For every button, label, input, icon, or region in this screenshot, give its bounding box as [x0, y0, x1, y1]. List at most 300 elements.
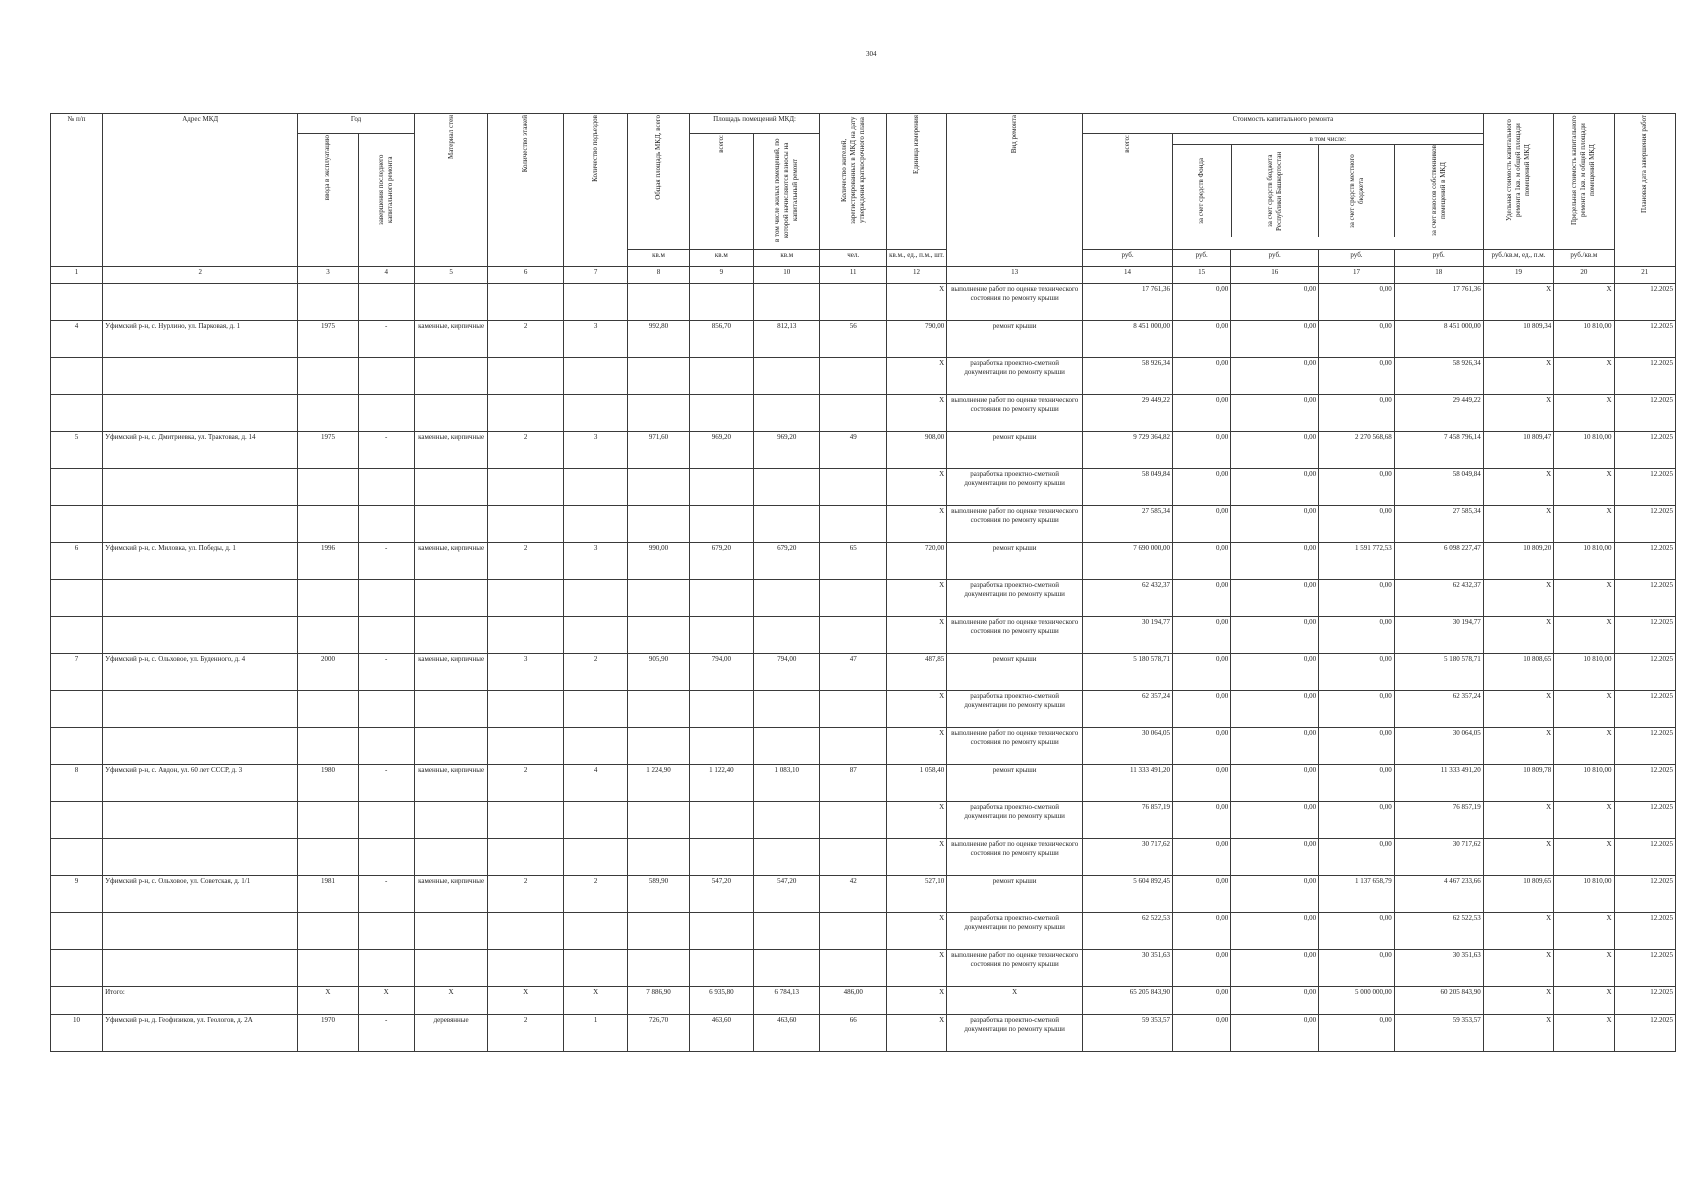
- entrances-cell: 3: [563, 321, 627, 358]
- cost-fund-cell: 0,00: [1173, 358, 1231, 395]
- empty-cell: [358, 395, 414, 432]
- column-number: 4: [358, 267, 414, 284]
- empty-cell: [689, 913, 753, 950]
- empty-cell: [689, 617, 753, 654]
- unit-cell: руб./кв.м, ед., п.м.: [1483, 250, 1554, 267]
- cost-owners-cell: 60 205 843,90: [1394, 987, 1483, 1015]
- empty-cell: [820, 691, 886, 728]
- unit-cell: кв.м: [754, 250, 820, 267]
- unit-cost-cell: 10 809,78: [1483, 765, 1554, 802]
- work-type-cell: разработка проектно-сметной документации по ремонту крыши: [947, 580, 1083, 617]
- empty-cell: [689, 358, 753, 395]
- header-work-type: Вид ремонта: [947, 114, 1083, 267]
- unit-quantity-cell: 908,00: [886, 432, 946, 469]
- empty-cell: [754, 469, 820, 506]
- cost-fund-cell: 0,00: [1173, 950, 1231, 987]
- area-fee-cell: 679,20: [754, 543, 820, 580]
- empty-cell: [51, 580, 103, 617]
- header-cost-total: всего:: [1083, 134, 1173, 250]
- unit-cost-cell: X: [1483, 469, 1554, 506]
- cost-total-cell: 62 357,24: [1083, 691, 1173, 728]
- unit-cost-cell: X: [1483, 802, 1554, 839]
- table-row: [51, 284, 1676, 321]
- max-cost-cell: X: [1554, 728, 1614, 765]
- address-cell: Уфимский р-н, с. Ольховое, ул. Советская, д. 1/1: [103, 876, 298, 913]
- cost-fund-cell: 0,00: [1173, 506, 1231, 543]
- empty-cell: [358, 617, 414, 654]
- work-type-cell: ремонт крыши: [947, 321, 1083, 358]
- wall-material-cell: каменные, кирпичные: [414, 765, 488, 802]
- max-cost-cell: 10 810,00: [1554, 543, 1614, 580]
- max-cost-cell: X: [1554, 987, 1614, 1015]
- unit-cell: кв.м., ед., п.м., шт.: [886, 250, 946, 267]
- empty-cell: [628, 691, 689, 728]
- total-area-cell: 990,00: [628, 543, 689, 580]
- empty-cell: [51, 802, 103, 839]
- empty-cell: [563, 395, 627, 432]
- empty-cell: [628, 469, 689, 506]
- cost-local-cell: 0,00: [1319, 321, 1395, 358]
- empty-cell: [754, 358, 820, 395]
- empty-cell: [488, 691, 564, 728]
- unit-cell: руб./кв.м: [1554, 250, 1614, 267]
- empty-cell: [414, 284, 488, 321]
- residents-cell: 87: [820, 765, 886, 802]
- cost-local-cell: 0,00: [1319, 580, 1395, 617]
- cost-owners-cell: 59 353,57: [1394, 1015, 1483, 1052]
- max-cost-cell: X: [1554, 358, 1614, 395]
- work-type-cell: выполнение работ по оценке технического состояния по ремонту крыши: [947, 950, 1083, 987]
- planned-date-cell: 12.2025: [1614, 358, 1676, 395]
- cost-republic-cell: 0,00: [1231, 876, 1319, 913]
- empty-cell: [689, 469, 753, 506]
- year-last-repair-cell: -: [358, 765, 414, 802]
- work-type-cell: разработка проектно-сметной документации по ремонту крыши: [947, 802, 1083, 839]
- area-total-cell: 463,60: [689, 1015, 753, 1052]
- table-row: [51, 691, 1676, 728]
- empty-cell: [754, 839, 820, 876]
- planned-date-cell: 12.2025: [1614, 284, 1676, 321]
- cost-local-cell: 1 591 772,53: [1319, 543, 1395, 580]
- total-area-cell: 971,60: [628, 432, 689, 469]
- cost-fund-cell: 0,00: [1173, 913, 1231, 950]
- header-cost-local: за счет средств местного бюджета: [1347, 154, 1365, 228]
- empty-cell: [628, 728, 689, 765]
- cost-local-cell: 0,00: [1319, 284, 1395, 321]
- total-area-cell: 726,70: [628, 1015, 689, 1052]
- unit-quantity-cell: X: [886, 691, 946, 728]
- column-number: 17: [1319, 267, 1395, 284]
- cost-total-cell: 65 205 843,90: [1083, 987, 1173, 1015]
- planned-date-cell: 12.2025: [1614, 506, 1676, 543]
- empty-cell: [414, 728, 488, 765]
- empty-cell: [414, 506, 488, 543]
- max-cost-cell: 10 810,00: [1554, 765, 1614, 802]
- max-cost-cell: 10 810,00: [1554, 876, 1614, 913]
- empty-cell: [103, 913, 298, 950]
- unit-cost-cell: X: [1483, 395, 1554, 432]
- planned-date-cell: 12.2025: [1614, 395, 1676, 432]
- cost-fund-cell: 0,00: [1173, 987, 1231, 1015]
- empty-cell: [414, 950, 488, 987]
- unit-cell: чел.: [820, 250, 886, 267]
- empty-cell: [414, 691, 488, 728]
- max-cost-cell: X: [1554, 691, 1614, 728]
- cost-owners-cell: 58 926,34: [1394, 358, 1483, 395]
- empty-cell: [103, 580, 298, 617]
- empty-cell: [689, 691, 753, 728]
- cost-local-cell: 0,00: [1319, 654, 1395, 691]
- work-type-cell: ремонт крыши: [947, 765, 1083, 802]
- work-type-cell: разработка проектно-сметной документации по ремонту крыши: [947, 358, 1083, 395]
- year-last-repair-cell: -: [358, 321, 414, 358]
- unit-cost-cell: X: [1483, 358, 1554, 395]
- header-area-total: всего:: [689, 134, 753, 250]
- cost-republic-cell: 0,00: [1231, 321, 1319, 358]
- column-number: 6: [488, 267, 564, 284]
- empty-cell: [298, 950, 358, 987]
- area-total-cell: 969,20: [689, 432, 753, 469]
- cost-fund-cell: 0,00: [1173, 580, 1231, 617]
- cost-total-cell: 5 180 578,71: [1083, 654, 1173, 691]
- empty-cell: [628, 839, 689, 876]
- area-total-cell: 679,20: [689, 543, 753, 580]
- year-commission-cell: 1996: [298, 543, 358, 580]
- empty-cell: [358, 839, 414, 876]
- year-last-repair-cell: -: [358, 654, 414, 691]
- empty-cell: [488, 358, 564, 395]
- empty-cell: [628, 395, 689, 432]
- cost-fund-cell: 0,00: [1173, 765, 1231, 802]
- cost-republic-cell: 0,00: [1231, 395, 1319, 432]
- unit-quantity-cell: X: [886, 987, 946, 1015]
- unit-cell: кв.м: [689, 250, 753, 267]
- table-header: [51, 114, 1676, 284]
- empty-cell: [754, 950, 820, 987]
- unit-quantity-cell: X: [886, 1015, 946, 1052]
- cost-owners-cell: 11 333 491,20: [1394, 765, 1483, 802]
- empty-cell: [103, 395, 298, 432]
- cost-fund-cell: 0,00: [1173, 691, 1231, 728]
- cost-owners-cell: 17 761,36: [1394, 284, 1483, 321]
- empty-cell: [563, 358, 627, 395]
- empty-cell: [414, 358, 488, 395]
- empty-cell: [414, 913, 488, 950]
- unit-quantity-cell: X: [886, 839, 946, 876]
- empty-cell: [298, 728, 358, 765]
- max-cost-cell: X: [1554, 506, 1614, 543]
- year-commission-cell: 1975: [298, 432, 358, 469]
- entrances-cell: 4: [563, 765, 627, 802]
- header-address: Адрес МКД: [103, 114, 298, 267]
- header-cost-owners: за счет взносов собственников помещений в МКД: [1429, 145, 1447, 237]
- cost-local-cell: 0,00: [1319, 469, 1395, 506]
- empty-cell: [488, 506, 564, 543]
- area-fee-cell: 1 083,10: [754, 765, 820, 802]
- empty-cell: [563, 728, 627, 765]
- empty-cell: [298, 802, 358, 839]
- wall-material-cell: деревянные: [414, 1015, 488, 1052]
- cost-local-cell: 0,00: [1319, 395, 1395, 432]
- header-total-area: Общая площадь МКД, всего: [628, 114, 689, 250]
- empty-cell: [488, 913, 564, 950]
- header-area-fee: в том числе жилых помещений, по которой начисляются взносы на капитальный ремонт: [754, 134, 820, 250]
- cost-owners-cell: 76 857,19: [1394, 802, 1483, 839]
- empty-cell: [414, 580, 488, 617]
- work-type-cell: выполнение работ по оценке технического состояния по ремонту крыши: [947, 728, 1083, 765]
- empty-cell: [103, 284, 298, 321]
- work-type-cell: разработка проектно-сметной документации по ремонту крыши: [947, 1015, 1083, 1052]
- planned-date-cell: 12.2025: [1614, 432, 1676, 469]
- unit-quantity-cell: X: [886, 284, 946, 321]
- empty-cell: [628, 950, 689, 987]
- empty-cell: [488, 580, 564, 617]
- column-number: 15: [1173, 267, 1231, 284]
- cost-total-cell: 58 049,84: [1083, 469, 1173, 506]
- year-commission-cell: X: [298, 987, 358, 1015]
- page-number: 304: [866, 50, 877, 58]
- empty-cell: [298, 284, 358, 321]
- empty-cell: [563, 580, 627, 617]
- planned-date-cell: 12.2025: [1614, 654, 1676, 691]
- empty-cell: [358, 802, 414, 839]
- empty-cell: [563, 506, 627, 543]
- unit-quantity-cell: X: [886, 580, 946, 617]
- cost-republic-cell: 0,00: [1231, 284, 1319, 321]
- table-row: [51, 950, 1676, 987]
- cost-local-cell: 0,00: [1319, 802, 1395, 839]
- cost-republic-cell: 0,00: [1231, 506, 1319, 543]
- total-area-cell: 992,80: [628, 321, 689, 358]
- area-total-cell: 1 122,40: [689, 765, 753, 802]
- empty-cell: [414, 469, 488, 506]
- column-number: 21: [1614, 267, 1676, 284]
- empty-cell: [103, 691, 298, 728]
- empty-cell: [689, 728, 753, 765]
- empty-cell: [563, 913, 627, 950]
- year-commission-cell: 1975: [298, 321, 358, 358]
- cost-republic-cell: 0,00: [1231, 469, 1319, 506]
- cost-fund-cell: 0,00: [1173, 728, 1231, 765]
- residents-cell: 486,00: [820, 987, 886, 1015]
- cost-owners-cell: 62 357,24: [1394, 691, 1483, 728]
- planned-date-cell: 12.2025: [1614, 765, 1676, 802]
- year-commission-cell: 1970: [298, 1015, 358, 1052]
- unit-cell: руб.: [1319, 250, 1395, 267]
- year-last-repair-cell: X: [358, 987, 414, 1015]
- empty-cell: [103, 802, 298, 839]
- unit-cost-cell: X: [1483, 284, 1554, 321]
- header-planned-date: Плановая дата завершения работ: [1614, 114, 1676, 267]
- empty-cell: [689, 284, 753, 321]
- planned-date-cell: 12.2025: [1614, 876, 1676, 913]
- table-row: [51, 469, 1676, 506]
- year-last-repair-cell: -: [358, 543, 414, 580]
- max-cost-cell: X: [1554, 617, 1614, 654]
- max-cost-cell: X: [1554, 469, 1614, 506]
- cost-republic-cell: 0,00: [1231, 543, 1319, 580]
- cost-total-cell: 7 690 000,00: [1083, 543, 1173, 580]
- row-number-cell: 7: [51, 654, 103, 691]
- year-last-repair-cell: -: [358, 1015, 414, 1052]
- unit-quantity-cell: X: [886, 802, 946, 839]
- entrances-cell: 3: [563, 543, 627, 580]
- header-unit-cost: Удельная стоимость капитального ремонта 1кв. м общей площади помещений МКД: [1483, 114, 1554, 250]
- unit-cost-cell: 10 809,20: [1483, 543, 1554, 580]
- unit-quantity-cell: X: [886, 358, 946, 395]
- column-number: 14: [1083, 267, 1173, 284]
- empty-cell: [298, 913, 358, 950]
- total-row: [51, 987, 1676, 1015]
- planned-date-cell: 12.2025: [1614, 839, 1676, 876]
- empty-cell: [51, 284, 103, 321]
- cost-owners-cell: 30 351,63: [1394, 950, 1483, 987]
- column-number: 5: [414, 267, 488, 284]
- column-number: 11: [820, 267, 886, 284]
- planned-date-cell: 12.2025: [1614, 1015, 1676, 1052]
- empty-cell: [820, 284, 886, 321]
- cost-local-cell: 0,00: [1319, 691, 1395, 728]
- work-type-cell: ремонт крыши: [947, 543, 1083, 580]
- header-year-last-repair: завершения последнего капитального ремонта: [358, 134, 414, 267]
- total-area-cell: 7 886,90: [628, 987, 689, 1015]
- empty-cell: [754, 691, 820, 728]
- cost-republic-cell: 0,00: [1231, 654, 1319, 691]
- residents-cell: 49: [820, 432, 886, 469]
- cost-total-cell: 27 585,34: [1083, 506, 1173, 543]
- empty-cell: [820, 506, 886, 543]
- empty-cell: [689, 802, 753, 839]
- empty-cell: [754, 580, 820, 617]
- cost-total-cell: 76 857,19: [1083, 802, 1173, 839]
- floors-cell: 2: [488, 876, 564, 913]
- unit-quantity-cell: X: [886, 506, 946, 543]
- unit-cost-cell: X: [1483, 839, 1554, 876]
- cost-total-cell: 30 717,62: [1083, 839, 1173, 876]
- column-number: 7: [563, 267, 627, 284]
- empty-cell: [689, 395, 753, 432]
- empty-cell: [628, 358, 689, 395]
- work-type-cell: ремонт крыши: [947, 876, 1083, 913]
- address-cell: Уфимский р-н, с. Дмитриевка, ул. Трактовая, д. 14: [103, 432, 298, 469]
- cost-local-cell: 2 270 568,68: [1319, 432, 1395, 469]
- unit-quantity-cell: 487,85: [886, 654, 946, 691]
- cost-owners-cell: 29 449,22: [1394, 395, 1483, 432]
- cost-fund-cell: 0,00: [1173, 1015, 1231, 1052]
- floors-cell: X: [488, 987, 564, 1015]
- empty-cell: [563, 950, 627, 987]
- row-number-cell: 9: [51, 876, 103, 913]
- empty-cell: [298, 358, 358, 395]
- max-cost-cell: X: [1554, 1015, 1614, 1052]
- cost-owners-cell: 30 717,62: [1394, 839, 1483, 876]
- address-cell: Уфимский р-н, с. Ольховое, ул. Буденного, д. 4: [103, 654, 298, 691]
- table-row: [51, 876, 1676, 913]
- total-area-cell: 1 224,90: [628, 765, 689, 802]
- planned-date-cell: 12.2025: [1614, 728, 1676, 765]
- row-number-cell: 5: [51, 432, 103, 469]
- area-fee-cell: 547,20: [754, 876, 820, 913]
- area-total-cell: 856,70: [689, 321, 753, 358]
- empty-cell: [488, 617, 564, 654]
- cost-owners-cell: 5 180 578,71: [1394, 654, 1483, 691]
- cost-total-cell: 59 353,57: [1083, 1015, 1173, 1052]
- wall-material-cell: X: [414, 987, 488, 1015]
- cost-republic-cell: 0,00: [1231, 1015, 1319, 1052]
- header-including-group: в том числе: за счет средств Фонда за счет средств бюджета Республики Башкортостан за счет средств местного бюджета за счет взносов собственников помещений в МКД: [1173, 134, 1484, 250]
- header-year-commission: ввода в эксплуатацию: [298, 134, 358, 267]
- unit-quantity-cell: X: [886, 913, 946, 950]
- year-commission-cell: 2000: [298, 654, 358, 691]
- cost-local-cell: 0,00: [1319, 1015, 1395, 1052]
- column-number: 18: [1394, 267, 1483, 284]
- cost-fund-cell: 0,00: [1173, 876, 1231, 913]
- work-type-cell: разработка проектно-сметной документации по ремонту крыши: [947, 691, 1083, 728]
- address-cell: Уфимский р-н, с. Миловка, ул. Победы, д. 1: [103, 543, 298, 580]
- unit-cost-cell: X: [1483, 580, 1554, 617]
- empty-cell: [103, 358, 298, 395]
- cost-fund-cell: 0,00: [1173, 617, 1231, 654]
- empty-cell: [488, 802, 564, 839]
- total-area-cell: 905,90: [628, 654, 689, 691]
- unit-cost-cell: 10 809,34: [1483, 321, 1554, 358]
- header-residents: Количество жителей, зарегистрированных в МКД на дату утверждения краткосрочного плана: [820, 114, 886, 250]
- unit-quantity-cell: X: [886, 950, 946, 987]
- max-cost-cell: 10 810,00: [1554, 321, 1614, 358]
- empty-cell: [298, 617, 358, 654]
- empty-cell: [51, 358, 103, 395]
- max-cost-cell: X: [1554, 580, 1614, 617]
- area-fee-cell: 6 784,13: [754, 987, 820, 1015]
- capital-repair-table: [50, 113, 1676, 1052]
- empty-cell: [754, 913, 820, 950]
- header-unit: Единица измерения: [886, 114, 946, 250]
- header-max-cost: Предельная стоимость капитального ремонта 1кв. м общей площади помещений МКД: [1554, 114, 1614, 250]
- floors-cell: 2: [488, 543, 564, 580]
- unit-quantity-cell: 720,00: [886, 543, 946, 580]
- max-cost-cell: X: [1554, 395, 1614, 432]
- header-premises-area-group: Площадь помещений МКД:: [689, 114, 820, 134]
- empty-cell: [51, 728, 103, 765]
- cost-local-cell: 0,00: [1319, 950, 1395, 987]
- cost-total-cell: 5 604 892,45: [1083, 876, 1173, 913]
- empty-cell: [628, 580, 689, 617]
- table-row: [51, 802, 1676, 839]
- empty-cell: [103, 506, 298, 543]
- planned-date-cell: 12.2025: [1614, 321, 1676, 358]
- cost-total-cell: 62 522,53: [1083, 913, 1173, 950]
- cost-fund-cell: 0,00: [1173, 284, 1231, 321]
- empty-cell: [563, 691, 627, 728]
- empty-cell: [358, 469, 414, 506]
- cost-local-cell: 1 137 658,79: [1319, 876, 1395, 913]
- cost-local-cell: 0,00: [1319, 506, 1395, 543]
- empty-cell: [51, 469, 103, 506]
- planned-date-cell: 12.2025: [1614, 469, 1676, 506]
- empty-cell: [488, 284, 564, 321]
- work-type-cell: выполнение работ по оценке технического состояния по ремонту крыши: [947, 617, 1083, 654]
- cost-fund-cell: 0,00: [1173, 802, 1231, 839]
- planned-date-cell: 12.2025: [1614, 617, 1676, 654]
- cost-total-cell: 8 451 000,00: [1083, 321, 1173, 358]
- empty-cell: [689, 950, 753, 987]
- work-type-cell: выполнение работ по оценке технического состояния по ремонту крыши: [947, 506, 1083, 543]
- cost-republic-cell: 0,00: [1231, 691, 1319, 728]
- cost-fund-cell: 0,00: [1173, 321, 1231, 358]
- table-row: [51, 617, 1676, 654]
- work-type-cell: ремонт крыши: [947, 654, 1083, 691]
- empty-cell: [488, 839, 564, 876]
